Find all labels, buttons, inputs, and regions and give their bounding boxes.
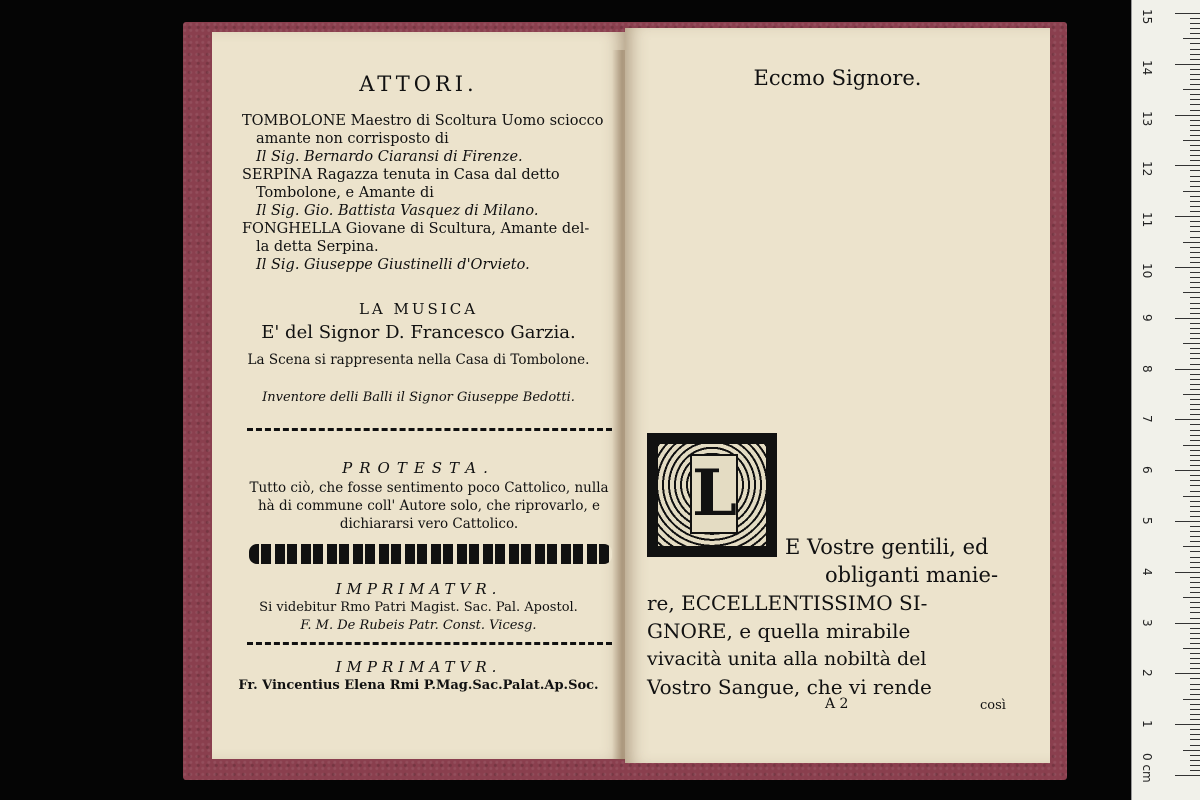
ruler-tick <box>1175 775 1200 776</box>
ruler-tick <box>1190 186 1200 187</box>
ruler-tick <box>1183 445 1200 446</box>
ruler-tick <box>1190 348 1200 349</box>
ruler-tick <box>1190 323 1200 324</box>
ruler-tick <box>1175 115 1200 116</box>
ruler-tick <box>1190 155 1200 156</box>
ruler-tick <box>1183 546 1200 547</box>
ruler-tick <box>1190 587 1200 588</box>
ruler-tick <box>1190 206 1200 207</box>
ruler-tick <box>1190 211 1200 212</box>
text-line: re, ECCELLENTISSIMO SI- <box>647 591 928 615</box>
ruler-number: 9 <box>1140 313 1154 322</box>
ruler-number: 7 <box>1140 415 1154 424</box>
ruler-tick <box>1190 424 1200 425</box>
ruler-tick <box>1175 521 1200 522</box>
ruler-tick <box>1190 506 1200 507</box>
ruler-tick <box>1190 364 1200 365</box>
ruler-number: 11 <box>1140 212 1154 228</box>
ruler-tick <box>1190 94 1200 95</box>
ruler-tick <box>1190 196 1200 197</box>
ruler-tick <box>1190 313 1200 314</box>
ruler-tick <box>1190 562 1200 563</box>
ruler-tick <box>1190 59 1200 60</box>
ruler-tick <box>1190 145 1200 146</box>
ruler-tick <box>1190 511 1200 512</box>
ruler-tick <box>1190 719 1200 720</box>
ruler-tick <box>1190 501 1200 502</box>
ruler-tick <box>1190 684 1200 685</box>
ruler-tick <box>1190 379 1200 380</box>
ruler-tick <box>1190 404 1200 405</box>
ruler-tick <box>1183 38 1200 39</box>
ruler-tick <box>1190 607 1200 608</box>
ruler-tick <box>1190 384 1200 385</box>
ruler-tick <box>1190 689 1200 690</box>
ruler-tick <box>1190 491 1200 492</box>
scena-line: La Scena si rappresenta nella Casa di Tombolone. <box>247 352 590 368</box>
ruler-tick <box>1183 343 1200 344</box>
ruler-tick <box>1183 89 1200 90</box>
ruler-tick <box>1190 440 1200 441</box>
musica-composer: E' del Signor D. Francesco Garzia. <box>261 322 576 343</box>
ruler-tick <box>1190 104 1200 105</box>
ruler-tick <box>1175 470 1200 471</box>
ruler-tick <box>1190 455 1200 456</box>
ruler-tick <box>1190 231 1200 232</box>
ruler-tick <box>1190 663 1200 664</box>
ruler-tick <box>1190 333 1200 334</box>
ruler-tick <box>1190 43 1200 44</box>
ruler-tick <box>1190 704 1200 705</box>
ruler-tick <box>1190 765 1200 766</box>
ruler-tick <box>1190 729 1200 730</box>
ruler-tick <box>1183 242 1200 243</box>
ruler-tick <box>1190 221 1200 222</box>
ruler-tick <box>1190 592 1200 593</box>
ruler-tick <box>1190 247 1200 248</box>
ruler-number: 12 <box>1140 161 1154 177</box>
ruler-number: 4 <box>1140 567 1154 576</box>
ruler-number: 15 <box>1140 9 1154 25</box>
ruler-tick <box>1190 308 1200 309</box>
right-page <box>625 28 1050 763</box>
musica-heading: LA MUSICA <box>358 300 479 318</box>
ruler-tick <box>1190 460 1200 461</box>
ruler-tick <box>1190 536 1200 537</box>
ruler-tick <box>1190 257 1200 258</box>
ruler-tick <box>1190 628 1200 629</box>
ruler-tick <box>1190 714 1200 715</box>
ruler-tick <box>1190 33 1200 34</box>
ruler-tick <box>1190 287 1200 288</box>
ruler-tick <box>1190 643 1200 644</box>
ruler-tick <box>1190 262 1200 263</box>
ruler-tick <box>1190 69 1200 70</box>
protesta-heading: PROTESTA. <box>342 459 495 477</box>
ruler-tick <box>1190 516 1200 517</box>
ruler-tick <box>1190 358 1200 359</box>
ruler-tick <box>1175 64 1200 65</box>
ruler-tick <box>1190 734 1200 735</box>
ruler-tick <box>1190 541 1200 542</box>
ruler-tick <box>1190 577 1200 578</box>
ruler-tick <box>1190 84 1200 85</box>
ruler-tick <box>1175 165 1200 166</box>
cast-line: Tombolone, e Amante di <box>256 185 434 201</box>
ruler-tick <box>1190 160 1200 161</box>
ruler-tick <box>1190 226 1200 227</box>
ruler-tick <box>1175 216 1200 217</box>
imprimatur-heading: IMPRIMATVR. <box>335 658 502 676</box>
ruler-tick <box>1190 181 1200 182</box>
ruler-tick <box>1175 419 1200 420</box>
ruler-tick <box>1190 353 1200 354</box>
ruler-tick <box>1175 267 1200 268</box>
ruler-tick <box>1190 99 1200 100</box>
ruler-tick <box>1183 394 1200 395</box>
ruler-tick <box>1190 653 1200 654</box>
ruler-tick <box>1183 699 1200 700</box>
text-line: GNORE, e quella mirabile <box>647 619 911 643</box>
balli-line: Inventore delli Balli il Signor Giuseppe Bedotti. <box>262 390 575 405</box>
ruler-tick <box>1190 430 1200 431</box>
ruler-tick <box>1190 18 1200 19</box>
ruler-tick <box>1190 465 1200 466</box>
page-title: ATTORI. <box>359 72 478 96</box>
ruler-tick <box>1190 170 1200 171</box>
ruler-tick <box>1190 374 1200 375</box>
protesta-text: Tutto ciò, che fosse sentimento poco Cattolico, nulla hà di commune coll' Autore solo, che riprovarlo, e dichiararsi vero Cattolico. <box>249 480 609 532</box>
ruler-tick <box>1175 724 1200 725</box>
ruler-tick <box>1190 770 1200 771</box>
ruler-tick <box>1190 414 1200 415</box>
ruler-tick <box>1190 485 1200 486</box>
ruler-tick <box>1190 567 1200 568</box>
ruler-tick <box>1190 480 1200 481</box>
ruler-tick <box>1190 237 1200 238</box>
ruler-tick <box>1190 755 1200 756</box>
ruler-tick <box>1175 623 1200 624</box>
ruler-number: 5 <box>1140 517 1154 525</box>
ruler-tick <box>1190 633 1200 634</box>
text-line: Vostro Sangue, che vi rende <box>647 675 932 699</box>
divider-rule <box>247 642 612 649</box>
dedication-heading: Eccmo Signore. <box>753 66 922 90</box>
cast-line: amante non corrisposto di <box>256 131 449 147</box>
measurement-ruler <box>1131 0 1200 800</box>
ruler-tick <box>1190 399 1200 400</box>
ruler-tick <box>1190 450 1200 451</box>
ruler-tick <box>1190 176 1200 177</box>
ruler-tick <box>1190 303 1200 304</box>
cast-line: SERPINA Ragazza tenuta in Casa dal detto <box>242 167 560 183</box>
cast-line: TOMBOLONE Maestro di Scoltura Uomo sciocco <box>242 113 604 129</box>
ruler-number: 6 <box>1140 466 1154 474</box>
ruler-number: 3 <box>1140 618 1154 627</box>
divider-rule <box>247 428 612 435</box>
ruler-number: 13 <box>1140 110 1154 126</box>
ruler-tick <box>1183 597 1200 598</box>
cast-line: FONGHELLA Giovane di Scultura, Amante del- <box>242 221 590 237</box>
ruler-tick <box>1190 582 1200 583</box>
ruler-tick <box>1190 551 1200 552</box>
ruler-unit-label: 0 cm <box>1140 753 1154 783</box>
text-line: obliganti manie- <box>825 563 999 587</box>
ruler-tick <box>1190 658 1200 659</box>
ruler-tick <box>1190 150 1200 151</box>
ruler-tick <box>1183 750 1200 751</box>
ruler-tick <box>1190 409 1200 410</box>
ruler-tick <box>1190 435 1200 436</box>
ruler-tick <box>1175 572 1200 573</box>
ruler-tick <box>1183 191 1200 192</box>
ruler-tick <box>1183 648 1200 649</box>
ruler-tick <box>1190 130 1200 131</box>
ruler-tick <box>1175 318 1200 319</box>
ruler-tick <box>1190 110 1200 111</box>
ruler-tick <box>1190 120 1200 121</box>
ruler-tick <box>1190 602 1200 603</box>
imprimatur-line: Fr. Vincentius Elena Rmi P.Mag.Sac.Palat.Ap.Soc. <box>238 678 599 693</box>
ruler-number: 10 <box>1140 263 1154 279</box>
ruler-tick <box>1190 618 1200 619</box>
ruler-tick <box>1190 739 1200 740</box>
ruler-tick <box>1190 272 1200 273</box>
ruler-tick <box>1190 54 1200 55</box>
ruler-tick <box>1190 694 1200 695</box>
catchword: così <box>980 698 1006 713</box>
ruler-tick <box>1175 369 1200 370</box>
ruler-tick <box>1190 389 1200 390</box>
ruler-tick <box>1190 79 1200 80</box>
ruler-tick <box>1190 668 1200 669</box>
cast-line: Il Sig. Bernardo Ciaransi di Firenze. <box>256 149 523 165</box>
ruler-tick <box>1190 760 1200 761</box>
ruler-number: 14 <box>1140 59 1154 76</box>
ruler-tick <box>1190 282 1200 283</box>
text-line: vivacità unita alla nobiltà del <box>647 648 927 670</box>
cast-line: la detta Serpina. <box>256 239 379 255</box>
ruler-tick <box>1190 526 1200 527</box>
ruler-tick <box>1175 13 1200 14</box>
ruler-tick <box>1190 475 1200 476</box>
imprimatur-line: F. M. De Rubeis Patr. Const. Vicesg. <box>300 618 537 633</box>
text-line: E Vostre gentili, ed <box>785 535 989 559</box>
ruler-tick <box>1190 557 1200 558</box>
imprimatur-heading: IMPRIMATVR. <box>335 580 502 598</box>
initial-letter: L <box>690 454 738 534</box>
ruler-tick <box>1190 709 1200 710</box>
signature-mark: A 2 <box>825 696 849 712</box>
ruler-number: 2 <box>1140 669 1154 678</box>
ruler-number: 8 <box>1140 364 1154 373</box>
ruler-number: 1 <box>1140 720 1154 728</box>
cast-list <box>242 112 612 274</box>
ruler-tick <box>1190 49 1200 50</box>
ruler-tick <box>1190 135 1200 136</box>
ruler-tick <box>1190 328 1200 329</box>
ruler-tick <box>1190 23 1200 24</box>
imprimatur-line: Si videbitur Rmo Patri Magist. Sac. Pal. Apostol. <box>259 600 578 615</box>
cast-line: Il Sig. Gio. Battista Vasquez di Milano. <box>256 203 539 219</box>
ruler-tick <box>1190 678 1200 679</box>
ruler-tick <box>1190 638 1200 639</box>
ruler-tick <box>1190 531 1200 532</box>
ruler-tick <box>1190 28 1200 29</box>
ruler-tick <box>1190 252 1200 253</box>
ruler-tick <box>1190 125 1200 126</box>
ruler-tick <box>1190 745 1200 746</box>
ruler-tick <box>1190 297 1200 298</box>
decorated-initial <box>647 433 777 557</box>
ruler-tick <box>1190 201 1200 202</box>
ruler-tick <box>1175 673 1200 674</box>
ruler-tick <box>1190 74 1200 75</box>
left-page <box>212 32 625 759</box>
ruler-tick <box>1190 277 1200 278</box>
ruler-tick <box>1183 292 1200 293</box>
ruler-tick <box>1183 140 1200 141</box>
cast-line: Il Sig. Giuseppe Giustinelli d'Orvieto. <box>256 257 530 273</box>
ruler-tick <box>1190 338 1200 339</box>
ornament-band <box>249 544 612 564</box>
ruler-tick <box>1183 496 1200 497</box>
ruler-tick <box>1190 612 1200 613</box>
